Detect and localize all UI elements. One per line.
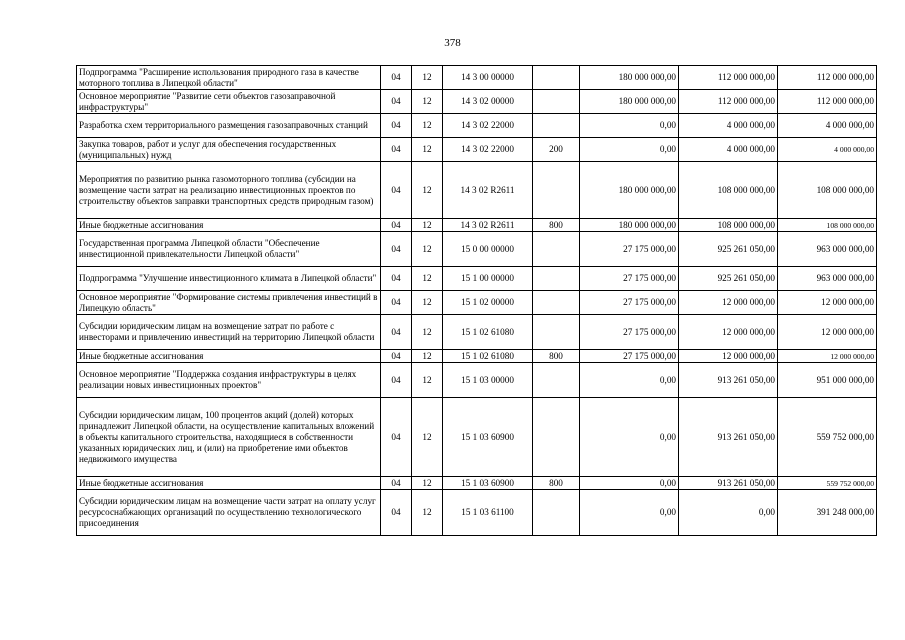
row-value-1: 180 000 000,00 xyxy=(580,162,679,219)
row-value-1: 180 000 000,00 xyxy=(580,66,679,90)
row-value-2: 12 000 000,00 xyxy=(679,291,778,315)
row-value-1: 0,00 xyxy=(580,490,679,536)
row-subsection: 12 xyxy=(412,291,443,315)
row-section: 04 xyxy=(381,138,412,162)
row-value-2: 0,00 xyxy=(679,490,778,536)
row-value-1: 27 175 000,00 xyxy=(580,315,679,350)
row-value-3: 963 000 000,00 xyxy=(778,267,877,291)
row-section: 04 xyxy=(381,363,412,398)
row-expense-type xyxy=(533,114,580,138)
row-value-3: 951 000 000,00 xyxy=(778,363,877,398)
row-value-1: 0,00 xyxy=(580,114,679,138)
row-name: Основное мероприятие "Развитие сети объектов газозаправочной инфраструктуры" xyxy=(77,90,381,114)
row-expense-type xyxy=(533,66,580,90)
row-subsection: 12 xyxy=(412,315,443,350)
row-expense-type xyxy=(533,490,580,536)
row-value-2: 112 000 000,00 xyxy=(679,90,778,114)
table-row xyxy=(77,219,877,232)
table-row xyxy=(77,267,877,291)
row-value-3: 12 000 000,00 xyxy=(778,350,877,363)
row-name: Подпрограмма "Улучшение инвестиционного климата в Липецкой области" xyxy=(77,267,381,291)
row-expense-type: 800 xyxy=(533,350,580,363)
row-section: 04 xyxy=(381,398,412,477)
row-subsection: 12 xyxy=(412,138,443,162)
table-row xyxy=(77,315,877,350)
row-value-2: 913 261 050,00 xyxy=(679,477,778,490)
row-subsection: 12 xyxy=(412,162,443,219)
table-row xyxy=(77,477,877,490)
row-value-3: 559 752 000,00 xyxy=(778,477,877,490)
row-name: Иные бюджетные ассигнования xyxy=(77,350,381,363)
row-section: 04 xyxy=(381,66,412,90)
row-expense-type xyxy=(533,267,580,291)
row-value-2: 108 000 000,00 xyxy=(679,219,778,232)
row-section: 04 xyxy=(381,490,412,536)
row-article: 14 3 02 00000 xyxy=(443,90,533,114)
row-section: 04 xyxy=(381,114,412,138)
row-subsection: 12 xyxy=(412,350,443,363)
table-row xyxy=(77,398,877,477)
row-expense-type: 800 xyxy=(533,477,580,490)
row-subsection: 12 xyxy=(412,363,443,398)
row-article: 15 1 03 00000 xyxy=(443,363,533,398)
row-value-3: 12 000 000,00 xyxy=(778,291,877,315)
row-value-2: 112 000 000,00 xyxy=(679,66,778,90)
row-expense-type: 200 xyxy=(533,138,580,162)
row-name: Субсидии юридическим лицам на возмещение части затрат на оплату услуг ресурсоснабжающих организаций по осуществлению технологического присоединения xyxy=(77,490,381,536)
row-subsection: 12 xyxy=(412,114,443,138)
row-value-3: 112 000 000,00 xyxy=(778,66,877,90)
table-row xyxy=(77,232,877,267)
row-subsection: 12 xyxy=(412,66,443,90)
row-name: Субсидии юридическим лицам на возмещение затрат по работе с инвесторами и привлечению инвестиций на территорию Липецкой области xyxy=(77,315,381,350)
row-value-2: 925 261 050,00 xyxy=(679,267,778,291)
row-article: 14 3 02 R2611 xyxy=(443,162,533,219)
row-value-1: 27 175 000,00 xyxy=(580,291,679,315)
row-subsection: 12 xyxy=(412,490,443,536)
table-row xyxy=(77,162,877,219)
table-body xyxy=(77,66,877,536)
row-section: 04 xyxy=(381,90,412,114)
row-subsection: 12 xyxy=(412,267,443,291)
row-subsection: 12 xyxy=(412,232,443,267)
table-row xyxy=(77,66,877,90)
row-value-2: 12 000 000,00 xyxy=(679,315,778,350)
row-expense-type xyxy=(533,363,580,398)
row-article: 15 0 00 00000 xyxy=(443,232,533,267)
row-name: Иные бюджетные ассигнования xyxy=(77,219,381,232)
row-value-1: 0,00 xyxy=(580,138,679,162)
table-row xyxy=(77,291,877,315)
row-section: 04 xyxy=(381,291,412,315)
row-article: 14 3 00 00000 xyxy=(443,66,533,90)
row-expense-type xyxy=(533,90,580,114)
row-expense-type xyxy=(533,232,580,267)
row-name: Субсидии юридическим лицам, 100 процентов акций (долей) которых принадлежит Липецкой области, на осуществление капитальных вложений в объекты капитального строительства, находящиеся в собственности указанных юридических лиц, и (или) на приобретение ими объектов недвижимого имущества xyxy=(77,398,381,477)
row-value-3: 108 000 000,00 xyxy=(778,162,877,219)
table-row xyxy=(77,90,877,114)
row-value-3: 4 000 000,00 xyxy=(778,114,877,138)
table-row xyxy=(77,363,877,398)
row-value-2: 925 261 050,00 xyxy=(679,232,778,267)
row-subsection: 12 xyxy=(412,398,443,477)
row-name: Основное мероприятие "Поддержка создания инфраструктуры в целях реализации новых инвестиционных проектов" xyxy=(77,363,381,398)
row-article: 15 1 03 61100 xyxy=(443,490,533,536)
row-value-3: 112 000 000,00 xyxy=(778,90,877,114)
row-name: Закупка товаров, работ и услуг для обеспечения государственных (муниципальных) нужд xyxy=(77,138,381,162)
row-article: 15 1 02 00000 xyxy=(443,291,533,315)
budget-table xyxy=(76,65,877,536)
row-value-2: 108 000 000,00 xyxy=(679,162,778,219)
row-article: 15 1 02 61080 xyxy=(443,315,533,350)
row-value-2: 12 000 000,00 xyxy=(679,350,778,363)
row-value-1: 27 175 000,00 xyxy=(580,232,679,267)
row-value-3: 559 752 000,00 xyxy=(778,398,877,477)
row-expense-type: 800 xyxy=(533,219,580,232)
row-value-1: 180 000 000,00 xyxy=(580,90,679,114)
row-value-2: 4 000 000,00 xyxy=(679,138,778,162)
row-name: Основное мероприятие "Формирование системы привлечения инвестиций в Липецкую область" xyxy=(77,291,381,315)
table-row xyxy=(77,138,877,162)
row-name: Мероприятия по развитию рынка газомоторного топлива (субсидии на возмещение части затрат на реализацию инвестиционных проектов по строительству объектов заправки транспортных средств природным газом) xyxy=(77,162,381,219)
row-name: Подпрограмма "Расширение использования природного газа в качестве моторного топлива в Липецкой области" xyxy=(77,66,381,90)
row-value-2: 4 000 000,00 xyxy=(679,114,778,138)
row-value-2: 913 261 050,00 xyxy=(679,363,778,398)
row-section: 04 xyxy=(381,350,412,363)
row-article: 14 3 02 22000 xyxy=(443,114,533,138)
row-article: 14 3 02 22000 xyxy=(443,138,533,162)
row-expense-type xyxy=(533,162,580,219)
row-article: 15 1 03 60900 xyxy=(443,477,533,490)
row-subsection: 12 xyxy=(412,219,443,232)
row-section: 04 xyxy=(381,315,412,350)
row-value-3: 108 000 000,00 xyxy=(778,219,877,232)
row-name: Государственная программа Липецкой области "Обеспечение инвестиционной привлекательности Липецкой области" xyxy=(77,232,381,267)
row-value-3: 963 000 000,00 xyxy=(778,232,877,267)
row-subsection: 12 xyxy=(412,477,443,490)
row-article: 15 1 02 61080 xyxy=(443,350,533,363)
row-expense-type xyxy=(533,291,580,315)
row-expense-type xyxy=(533,398,580,477)
row-section: 04 xyxy=(381,162,412,219)
row-article: 14 3 02 R2611 xyxy=(443,219,533,232)
table-row xyxy=(77,350,877,363)
row-value-1: 0,00 xyxy=(580,398,679,477)
row-value-1: 0,00 xyxy=(580,477,679,490)
table-row xyxy=(77,490,877,536)
row-name: Иные бюджетные ассигнования xyxy=(77,477,381,490)
row-article: 15 1 03 60900 xyxy=(443,398,533,477)
row-section: 04 xyxy=(381,477,412,490)
row-expense-type xyxy=(533,315,580,350)
row-value-1: 27 175 000,00 xyxy=(580,267,679,291)
row-value-1: 180 000 000,00 xyxy=(580,219,679,232)
table-row xyxy=(77,114,877,138)
row-value-3: 4 000 000,00 xyxy=(778,138,877,162)
page-number: 378 xyxy=(444,37,461,49)
row-subsection: 12 xyxy=(412,90,443,114)
row-value-3: 12 000 000,00 xyxy=(778,315,877,350)
row-name: Разработка схем территориального размещения газозаправочных станций xyxy=(77,114,381,138)
row-value-1: 27 175 000,00 xyxy=(580,350,679,363)
row-value-1: 0,00 xyxy=(580,363,679,398)
row-section: 04 xyxy=(381,219,412,232)
row-value-2: 913 261 050,00 xyxy=(679,398,778,477)
row-article: 15 1 00 00000 xyxy=(443,267,533,291)
row-value-3: 391 248 000,00 xyxy=(778,490,877,536)
row-section: 04 xyxy=(381,232,412,267)
row-section: 04 xyxy=(381,267,412,291)
